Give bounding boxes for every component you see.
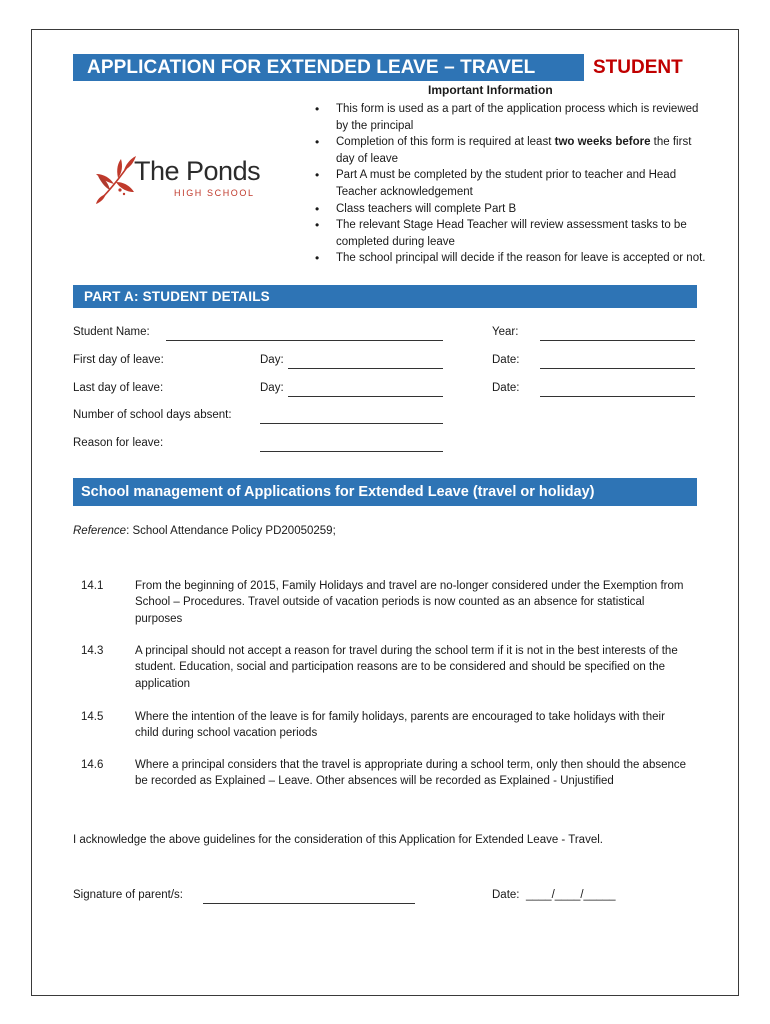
reason-label: Reason for leave: xyxy=(73,437,164,449)
clause-text: A principal should not accept a reason for travel during the school term if it is not in the best interests of the student. Education, social and participation reasons are to be considered and should be specified on the application xyxy=(135,645,678,690)
management-heading: School management of Applications for Extended Leave (travel or holiday) xyxy=(73,478,697,506)
clause-number: 14.1 xyxy=(81,580,104,592)
policy-reference: Reference: School Attendance Policy PD20050259; xyxy=(73,525,336,537)
form-page xyxy=(31,29,739,996)
signature-label: Signature of parent/s: xyxy=(73,889,183,901)
form-title: APPLICATION FOR EXTENDED LEAVE – TRAVEL xyxy=(73,54,584,81)
important-info-list xyxy=(310,101,710,267)
important-info-title: Important Information xyxy=(428,83,553,97)
logo-subtitle: HIGH SCHOOL xyxy=(174,188,255,198)
info-item: • Class teachers will complete Part B xyxy=(310,201,710,218)
signature-field[interactable] xyxy=(203,903,415,904)
clause-text: Where the intention of the leave is for family holidays, parents are encouraged to take holidays with their child during school vacation periods xyxy=(135,711,665,740)
student-badge: STUDENT xyxy=(593,57,683,78)
clause-number: 14.6 xyxy=(81,759,104,771)
signature-date-field[interactable]: ____/____/_____ xyxy=(526,889,616,901)
last-day-date-field[interactable] xyxy=(540,396,695,397)
last-day-day-label: Day: xyxy=(260,382,284,394)
last-day-label: Last day of leave: xyxy=(73,382,164,394)
info-item: • The relevant Stage Head Teacher will review assessment tasks to be completed during leave xyxy=(310,217,710,250)
clause-number: 14.3 xyxy=(81,645,104,657)
reason-field[interactable] xyxy=(260,451,443,452)
days-absent-field[interactable] xyxy=(260,423,443,424)
first-day-date-label: Date: xyxy=(492,354,520,366)
student-name-label: Student Name: xyxy=(73,326,150,338)
info-item: • Completion of this form is required at least two weeks before the first day of leave xyxy=(310,134,710,167)
part-a-heading: PART A: STUDENT DETAILS xyxy=(73,285,697,308)
school-logo xyxy=(94,154,264,214)
info-item: • This form is used as a part of the application process which is reviewed by the principal xyxy=(310,101,710,134)
info-emphasis: two weeks before xyxy=(554,136,651,149)
logo-wordmark: The Ponds xyxy=(134,156,261,186)
clause-text: Where a principal considers that the travel is appropriate during a school term, only then should the absence be recorded as Explained – Leave. Other absences will be recorded as Explained - Unjustified xyxy=(135,759,687,788)
info-item: • Part A must be completed by the student prior to teacher and Head Teacher acknowledgement xyxy=(310,167,710,200)
signature-date-label: Date: xyxy=(492,889,520,901)
year-label: Year: xyxy=(492,326,519,338)
days-absent-label: Number of school days absent: xyxy=(73,409,232,421)
clause-number: 14.5 xyxy=(81,711,104,723)
first-day-day-label: Day: xyxy=(260,354,284,366)
first-day-label: First day of leave: xyxy=(73,354,164,366)
year-field[interactable] xyxy=(540,340,695,341)
student-name-field[interactable] xyxy=(166,340,443,341)
acknowledgement-text: I acknowledge the above guidelines for the consideration of this Application for Extended Leave - Travel. xyxy=(73,834,603,846)
first-day-day-field[interactable] xyxy=(288,368,443,369)
clause-text: From the beginning of 2015, Family Holidays and travel are no-longer considered under the Exemption from School – Procedures. Travel outside of vacation periods is now counted as an absence for statistical purposes xyxy=(135,580,684,625)
info-item: • The school principal will decide if the reason for leave is accepted or not. xyxy=(310,250,710,267)
last-day-date-label: Date: xyxy=(492,382,520,394)
first-day-date-field[interactable] xyxy=(540,368,695,369)
last-day-day-field[interactable] xyxy=(288,396,443,397)
